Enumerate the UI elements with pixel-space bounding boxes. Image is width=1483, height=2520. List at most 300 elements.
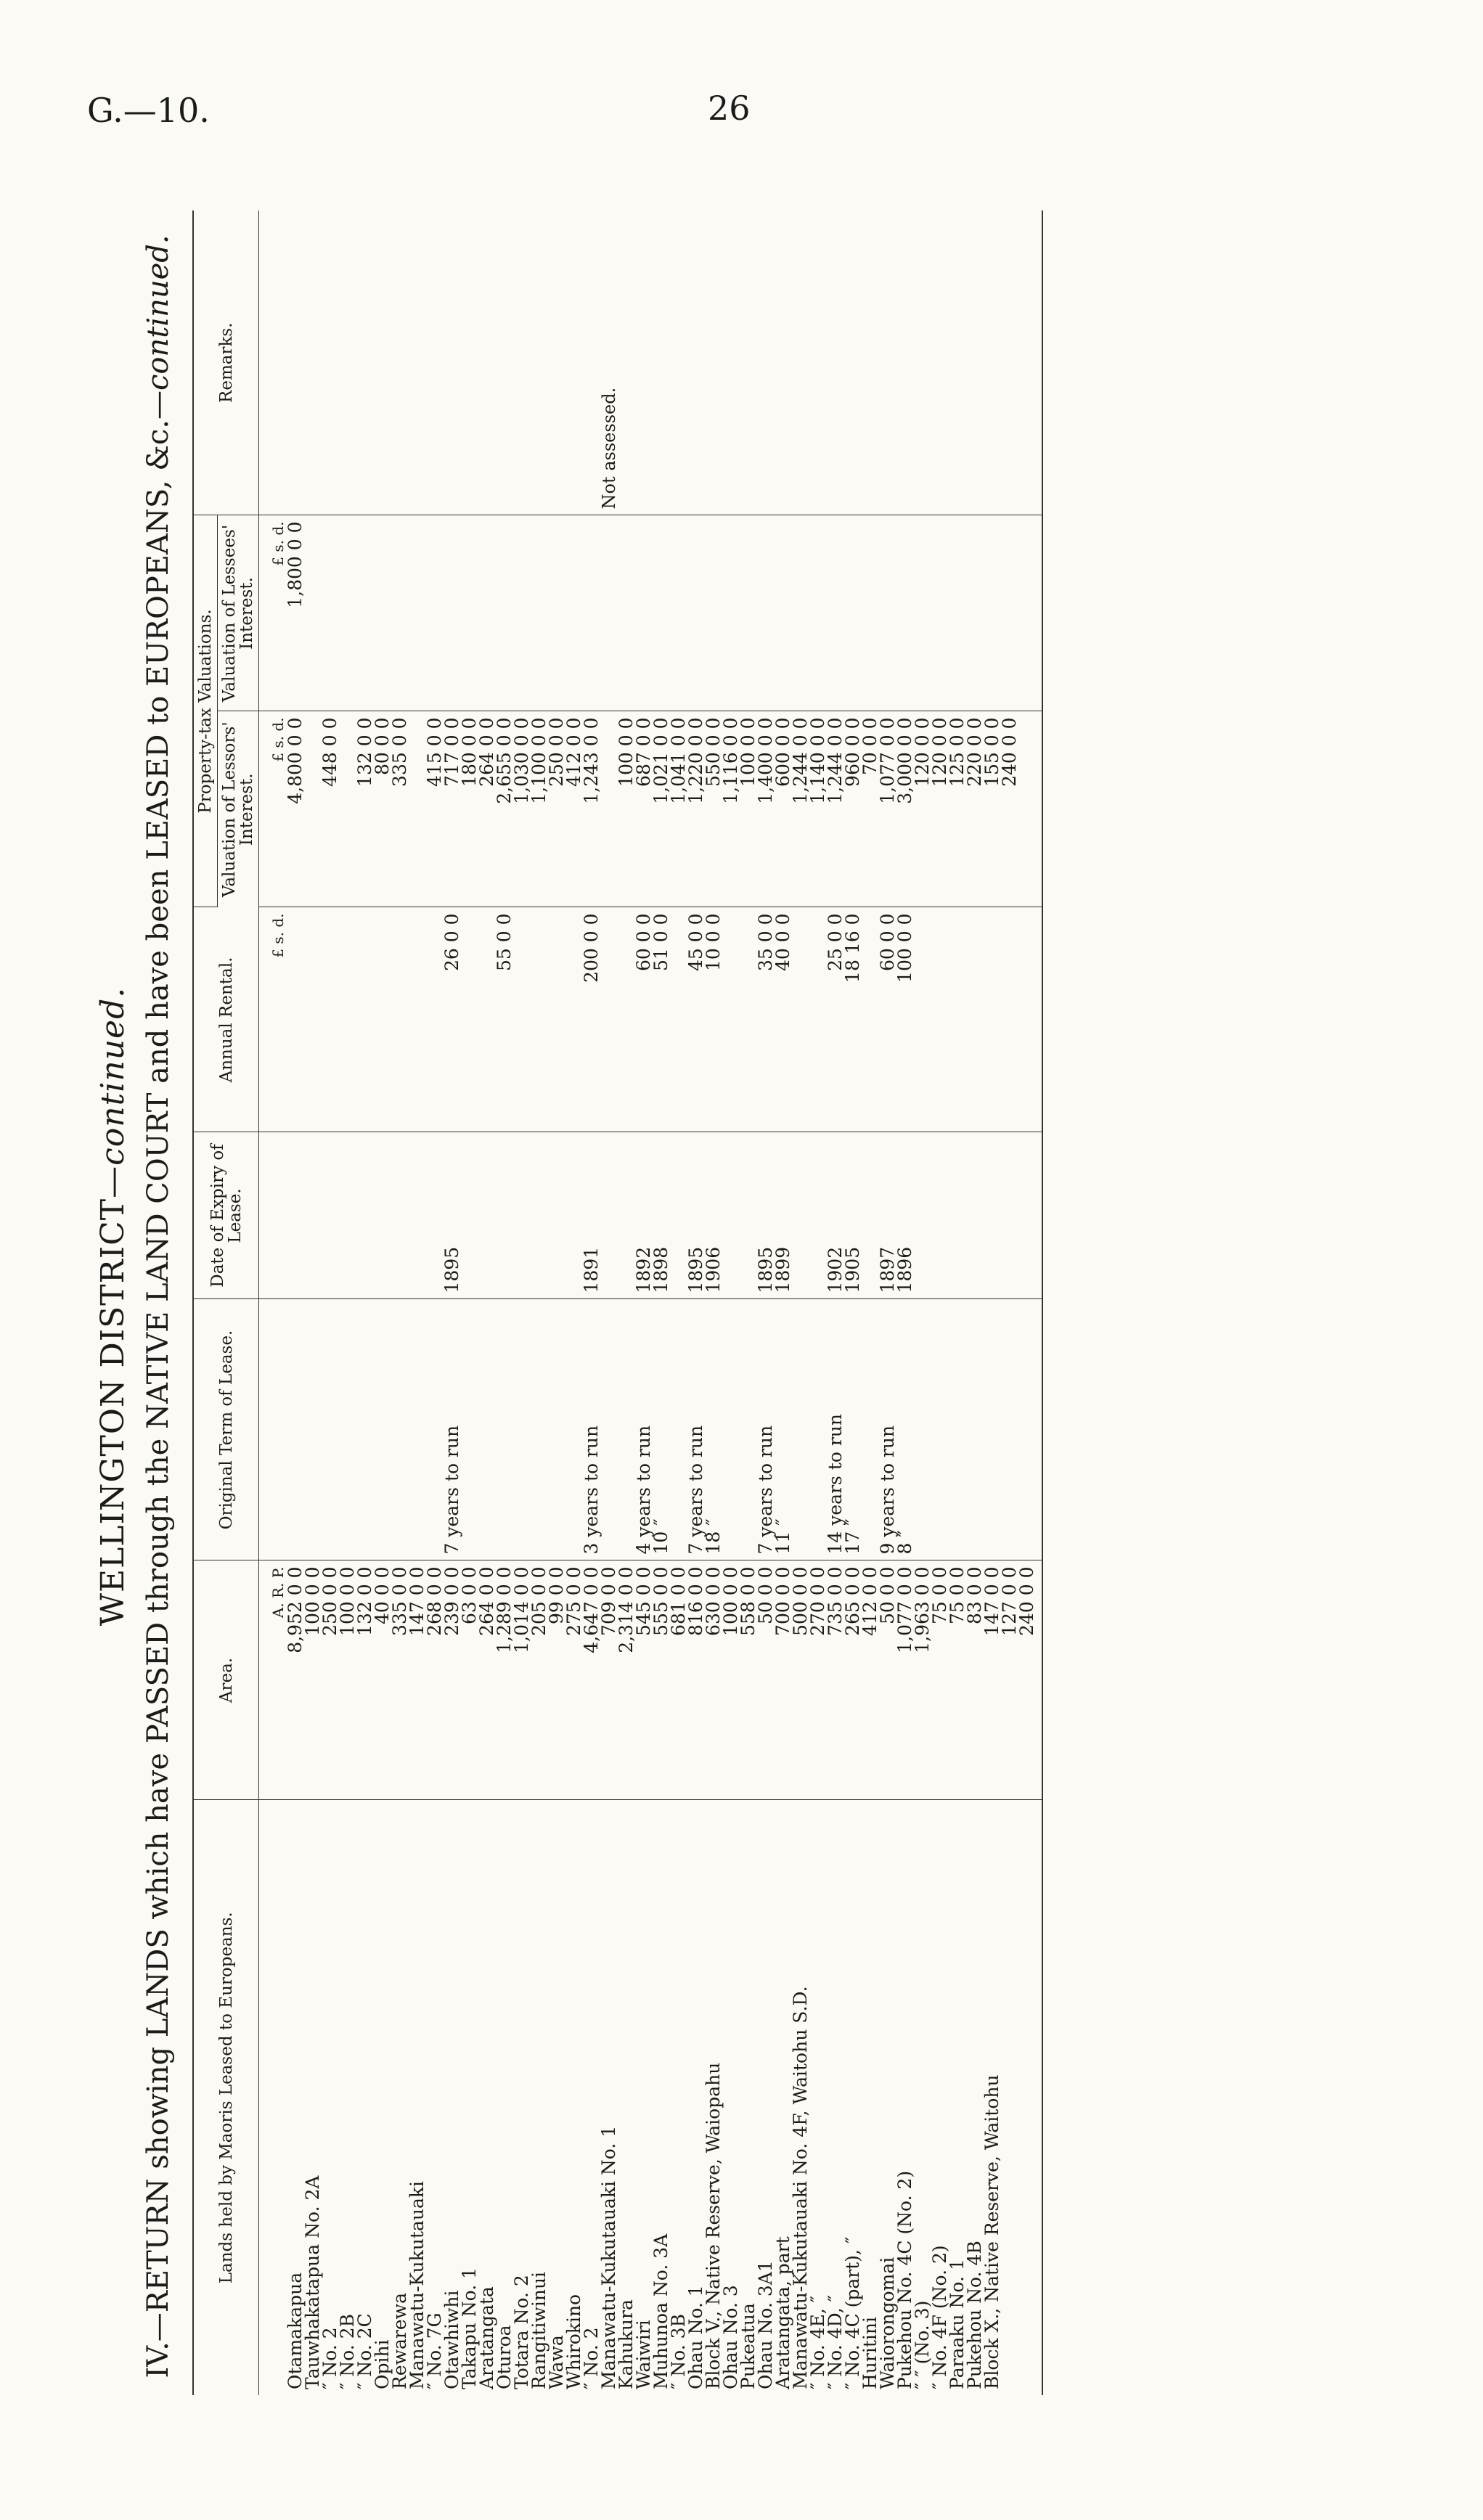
table-row [879, 210, 896, 2395]
cell-lessees-valuation [1001, 515, 1018, 711]
cell-term: 18 ″ [705, 1299, 722, 1560]
cell-rental [984, 907, 1001, 1132]
cell-land-name: ″ No. 2 [319, 2327, 340, 2389]
cell-remarks [635, 210, 653, 515]
cell-remarks [548, 210, 565, 515]
table-row [531, 210, 548, 2395]
cell-area: 335 0 0 [391, 1560, 409, 1800]
cell-remarks [862, 210, 879, 515]
cell-lessors-valuation: 132 0 0 [356, 711, 374, 907]
table-row [339, 210, 356, 2395]
cell-term: 7 years to run [687, 1299, 705, 1560]
cell-lessors-valuation: 717 0 0 [444, 711, 461, 907]
cell-lessors-valuation: 1,030 0 0 [513, 711, 531, 907]
cell-lessees-valuation [949, 515, 966, 711]
cell-lessors-valuation: 412 0 0 [565, 711, 583, 907]
col-header-rental: Annual Rental. [193, 907, 259, 1132]
leases-table [192, 210, 1043, 2395]
cell-lessees-valuation [322, 515, 339, 711]
cell-lessors-valuation: 70 0 0 [862, 711, 879, 907]
cell-expiry [391, 1132, 409, 1299]
cell-term: 7 years to run [757, 1299, 775, 1560]
cell-remarks [583, 210, 600, 515]
table-row [809, 210, 827, 2395]
col-header-term: Original Term of Lease. [193, 1299, 259, 1560]
cell-area: 40 0 0 [374, 1560, 391, 1800]
cell-land-name: Paraaku No. 1 [947, 2259, 968, 2389]
units-area: A. R. P. [259, 1560, 287, 1800]
cell-rental: 18 16 0 [844, 907, 862, 1132]
cell-term [478, 1299, 496, 1560]
cell-lessees-valuation [827, 515, 844, 711]
cell-remarks [513, 210, 531, 515]
cell-lessees-valuation [775, 515, 792, 711]
cell-area: 412 0 0 [862, 1560, 879, 1800]
cell-rental: 51 0 0 [653, 907, 670, 1132]
cell-land-name: Ohau No. 1 [685, 2285, 706, 2389]
cell-expiry [722, 1132, 740, 1299]
table-row [757, 210, 775, 2395]
cell-land-name: Manawatu-Kukutauaki No. 1 [598, 2125, 619, 2389]
cell-land-name: Kahukura [616, 2299, 637, 2389]
units-row [259, 210, 287, 2395]
cell-lessees-valuation [896, 515, 914, 711]
cell-rental [914, 907, 931, 1132]
cell-area: 50 0 0 [757, 1560, 775, 1800]
table-row [827, 210, 844, 2395]
cell-lessees-valuation [653, 515, 670, 711]
cell-land-name: ″ No. 2C [354, 2313, 375, 2389]
cell-lessees-valuation: 1,800 0 0 [287, 515, 304, 711]
cell-term: 8 ″ [896, 1299, 914, 1560]
page-number: 26 [708, 89, 751, 128]
cell-lessees-valuation [844, 515, 862, 711]
cell-lessors-valuation: 1,041 0 0 [670, 711, 687, 907]
cell-rental [322, 907, 339, 1132]
table-row [600, 210, 618, 2395]
cell-area: 1,289 0 0 [496, 1560, 513, 1800]
cell-expiry [548, 1132, 565, 1299]
cell-rental [409, 907, 426, 1132]
cell-land-name: Aratangata [476, 2286, 497, 2389]
cell-remarks [653, 210, 670, 515]
cell-remarks [426, 210, 444, 515]
cell-lessors-valuation: 240 0 0 [1001, 711, 1018, 907]
cell-remarks [356, 210, 374, 515]
cell-term [949, 1299, 966, 1560]
cell-area: 1,014 0 0 [513, 1560, 531, 1800]
units-expiry [259, 1132, 287, 1299]
cell-term [1001, 1299, 1018, 1560]
cell-remarks [949, 210, 966, 515]
cell-lessees-valuation [461, 515, 478, 711]
cell-land-name: Pukeatua [738, 2303, 759, 2389]
cell-area: 8,952 0 0 [287, 1560, 304, 1800]
cell-land-name: ″ No. 4F (No. 2) [929, 2245, 950, 2389]
cell-rental [792, 907, 809, 1132]
table-row [356, 210, 374, 2395]
cell-area: 275 0 0 [565, 1560, 583, 1800]
cell-lessors-valuation: 448 0 0 [322, 711, 339, 907]
cell-lessors-valuation: 3,000 0 0 [896, 711, 914, 907]
cell-lessees-valuation [548, 515, 565, 711]
cell-area: 75 0 0 [949, 1560, 966, 1800]
cell-lessees-valuation [914, 515, 931, 711]
cell-lessees-valuation [670, 515, 687, 711]
cell-lessees-valuation [740, 515, 757, 711]
cell-term [966, 1299, 984, 1560]
cell-lessors-valuation: 1,400 0 0 [757, 711, 775, 907]
cell-rental [1018, 907, 1042, 1132]
cell-area: 100 0 0 [304, 1560, 322, 1800]
cell-land-name: Oturoa [494, 2325, 515, 2389]
cell-land-name: ″ No. 2 [581, 2327, 602, 2389]
cell-remarks [722, 210, 740, 515]
cell-expiry [496, 1132, 513, 1299]
cell-expiry [374, 1132, 391, 1299]
cell-area: 709 0 0 [600, 1560, 618, 1800]
cell-lessees-valuation [339, 515, 356, 711]
district-title-suffix: continued. [94, 986, 131, 1166]
cell-land-name: Muhunoa No. 3A [650, 2233, 671, 2389]
cell-land-name [1018, 1800, 1042, 2395]
cell-land-name: Pukehou No. 4B [964, 2241, 985, 2389]
cell-area: 250 0 0 [322, 1560, 339, 1800]
cell-lessees-valuation [531, 515, 548, 711]
cell-rental: 35 0 0 [757, 907, 775, 1132]
cell-lessors-valuation: 1,244 0 0 [827, 711, 844, 907]
table-row [984, 210, 1001, 2395]
col-header-remarks: Remarks. [193, 210, 259, 515]
cell-expiry: 1892 [635, 1132, 653, 1299]
cell-area: 205 0 0 [531, 1560, 548, 1800]
cell-rental [1001, 907, 1018, 1132]
cell-term [984, 1299, 1001, 1560]
cell-area: 1,077 0 0 [896, 1560, 914, 1800]
rotated-page-content [0, 145, 1321, 2468]
table-row [478, 210, 496, 2395]
table-row [653, 210, 670, 2395]
cell-lessees-valuation [687, 515, 705, 711]
cell-remarks: Not assessed. [600, 210, 618, 515]
units-lands [259, 1800, 287, 2395]
units-rental: £ s. d. [259, 907, 287, 1132]
cell-term [496, 1299, 513, 1560]
table-row [287, 210, 304, 2395]
cell-rental [339, 907, 356, 1132]
cell-lessees-valuation [565, 515, 583, 711]
cell-land-name: Totara No. 2 [511, 2275, 532, 2389]
cell-area: 270 0 0 [809, 1560, 827, 1800]
district-title [94, 145, 131, 2468]
cell-expiry: 1899 [775, 1132, 792, 1299]
cell-remarks [409, 210, 426, 515]
cell-rental [513, 907, 531, 1132]
cell-lessors-valuation: 1,243 0 0 [583, 711, 600, 907]
cell-expiry: 1896 [896, 1132, 914, 1299]
cell-expiry: 1895 [687, 1132, 705, 1299]
units-lessors: £ s. d. [259, 711, 287, 907]
cell-remarks [914, 210, 931, 515]
cell-lessors-valuation: 1,244 0 0 [792, 711, 809, 907]
cell-lessees-valuation [722, 515, 740, 711]
cell-lessors-valuation: 120 0 0 [931, 711, 949, 907]
cell-term [600, 1299, 618, 1560]
cell-lessors-valuation: 415 0 0 [426, 711, 444, 907]
cell-lessees-valuation [931, 515, 949, 711]
units-lessees: £ s. d. [259, 515, 287, 711]
cell-rental [461, 907, 478, 1132]
cell-land-name: Pukehou No. 4C (No. 2) [894, 2170, 915, 2389]
cell-term [409, 1299, 426, 1560]
cell-rental: 100 0 0 [896, 907, 914, 1132]
cell-area: 147 0 0 [984, 1560, 1001, 1800]
cell-remarks [339, 210, 356, 515]
page-code: G.—10. [87, 91, 210, 130]
cell-area: 735 0 0 [827, 1560, 844, 1800]
table-row [444, 210, 461, 2395]
cell-area: 545 0 0 [635, 1560, 653, 1800]
col-header-expiry: Date of Expiry of Lease. [193, 1132, 259, 1299]
table-row [966, 210, 984, 2395]
cell-lessees-valuation [374, 515, 391, 711]
cell-lessors-valuation: 1,021 0 0 [653, 711, 670, 907]
cell-term [722, 1299, 740, 1560]
cell-remarks [531, 210, 548, 515]
cell-expiry [531, 1132, 548, 1299]
cell-remarks [827, 210, 844, 515]
cell-lessors-valuation: 180 0 0 [461, 711, 478, 907]
cell-land-name: ″ ″ (No. 3) [912, 2300, 933, 2389]
table-row [896, 210, 914, 2395]
cell-land-name: ″ No. 4E, ″ [807, 2295, 828, 2389]
table-row [722, 210, 740, 2395]
cell-remarks [740, 210, 757, 515]
cell-expiry: 1891 [583, 1132, 600, 1299]
table-row [931, 210, 949, 2395]
cell-rental [966, 907, 984, 1132]
cell-remarks [391, 210, 409, 515]
cell-lessors-valuation: 960 0 0 [844, 711, 862, 907]
table-row [949, 210, 966, 2395]
district-title-main: WELLINGTON DISTRICT— [94, 1165, 131, 1627]
cell-term [461, 1299, 478, 1560]
cell-area: 264 0 0 [478, 1560, 496, 1800]
cell-rental: 60 0 0 [879, 907, 896, 1132]
cell-expiry [931, 1132, 949, 1299]
cell-lessors-valuation: 264 0 0 [478, 711, 496, 907]
cell-lessees-valuation [513, 515, 531, 711]
cell-area: 99 0 0 [548, 1560, 565, 1800]
cell-rental: 40 0 0 [775, 907, 792, 1132]
cell-remarks [461, 210, 478, 515]
cell-land-name [1001, 1800, 1018, 2395]
cell-remarks [966, 210, 984, 515]
cell-lessees-valuation [984, 515, 1001, 711]
cell-lessors-valuation: 155 0 0 [984, 711, 1001, 907]
col-header-area: Area. [193, 1560, 259, 1800]
cell-land-name: ″ No. 7G [424, 2312, 445, 2389]
cell-expiry [600, 1132, 618, 1299]
table-row [513, 210, 531, 2395]
return-title-suffix: continued. [142, 234, 175, 391]
cell-term [914, 1299, 931, 1560]
cell-term [374, 1299, 391, 1560]
cell-rental [931, 907, 949, 1132]
cell-land-name: ″ No. 2B [337, 2314, 358, 2389]
cell-area: 700 0 0 [775, 1560, 792, 1800]
cell-remarks [618, 210, 635, 515]
cell-remarks [670, 210, 687, 515]
cell-rental [304, 907, 322, 1132]
cell-expiry [966, 1132, 984, 1299]
cell-term [931, 1299, 949, 1560]
cell-rental: 60 0 0 [635, 907, 653, 1132]
cell-lessors-valuation: 687 0 0 [635, 711, 653, 907]
cell-lessees-valuation [356, 515, 374, 711]
cell-land-name: Aratangata, part [772, 2236, 793, 2389]
cell-term [322, 1299, 339, 1560]
cell-lessors-valuation: 4,800 0 0 [287, 711, 304, 907]
cell-term: 4 years to run [635, 1299, 653, 1560]
cell-lessees-valuation [862, 515, 879, 711]
cell-lessors-valuation: 250 0 0 [548, 711, 565, 907]
cell-remarks [374, 210, 391, 515]
table-row [635, 210, 653, 2395]
cell-term [1018, 1299, 1042, 1560]
cell-land-name: Otamakapua [285, 2272, 306, 2389]
cell-remarks [304, 210, 322, 515]
table-row [844, 210, 862, 2395]
cell-lessors-valuation: 1,077 0 0 [879, 711, 896, 907]
cell-expiry [1018, 1132, 1042, 1299]
cell-area: 1,963 0 0 [914, 1560, 931, 1800]
cell-expiry [984, 1132, 1001, 1299]
cell-remarks [1001, 210, 1018, 515]
cell-lessees-valuation [618, 515, 635, 711]
table-body [259, 210, 1043, 2395]
cell-remarks [687, 210, 705, 515]
cell-lessors-valuation: 125 0 0 [949, 711, 966, 907]
cell-lessors-valuation: 1,116 0 0 [722, 711, 740, 907]
cell-expiry [792, 1132, 809, 1299]
cell-lessors-valuation: 2,655 0 0 [496, 711, 513, 907]
cell-land-name: ″ No. 4D, ″ [825, 2295, 846, 2389]
cell-land-name: Block X., Native Reserve, Waitohu [981, 2074, 1002, 2389]
cell-area: 239 0 0 [444, 1560, 461, 1800]
cell-expiry [322, 1132, 339, 1299]
cell-area: 816 0 0 [687, 1560, 705, 1800]
cell-area: 127 0 0 [1001, 1560, 1018, 1800]
cell-remarks [322, 210, 339, 515]
cell-lessees-valuation [391, 515, 409, 711]
cell-term: 9 years to run [879, 1299, 896, 1560]
cell-expiry [339, 1132, 356, 1299]
cell-expiry [1001, 1132, 1018, 1299]
cell-term: 14 years to run [827, 1299, 844, 1560]
cell-rental [548, 907, 565, 1132]
cell-lessees-valuation [409, 515, 426, 711]
cell-term: 11 ″ [775, 1299, 792, 1560]
cell-remarks [931, 210, 949, 515]
cell-expiry [513, 1132, 531, 1299]
cell-land-name: Block V., Native Reserve, Waiopahu [703, 2062, 724, 2389]
cell-lessors-valuation: 220 0 0 [966, 711, 984, 907]
cell-lessees-valuation [600, 515, 618, 711]
cell-area: 147 0 0 [409, 1560, 426, 1800]
cell-expiry [949, 1132, 966, 1299]
cell-lessees-valuation [478, 515, 496, 711]
table-row [322, 210, 339, 2395]
cell-lessees-valuation [444, 515, 461, 711]
cell-expiry: 1898 [653, 1132, 670, 1299]
cell-land-name: Waiwiri [633, 2320, 654, 2389]
cell-area: 132 0 0 [356, 1560, 374, 1800]
cell-lessors-valuation: 1,220 0 0 [687, 711, 705, 907]
return-title-main: IV.—RETURN showing LANDS which have PASSED through the NATIVE LAND COURT and have been LEASED to EUROPEANS, &c.— [142, 390, 175, 2378]
table-row [304, 210, 322, 2395]
cell-lessees-valuation [966, 515, 984, 711]
cell-expiry: 1895 [757, 1132, 775, 1299]
cell-remarks [757, 210, 775, 515]
cell-land-name: ″ No. 4C (part), ″ [842, 2236, 863, 2389]
cell-remarks [478, 210, 496, 515]
table-row [705, 210, 722, 2395]
table-row [670, 210, 687, 2395]
cell-area: 500 0 0 [792, 1560, 809, 1800]
cell-lessors-valuation: 335 0 0 [391, 711, 409, 907]
cell-lessors-valuation: 1,100 0 0 [531, 711, 548, 907]
cell-expiry [287, 1132, 304, 1299]
table-row [426, 210, 444, 2395]
cell-area: 63 0 0 [461, 1560, 478, 1800]
table-row [391, 210, 409, 2395]
cell-land-name: ″ No. 3B [668, 2314, 689, 2389]
table-row [583, 210, 600, 2395]
cell-rental [531, 907, 548, 1132]
cell-rental: 55 0 0 [496, 907, 513, 1132]
cell-remarks [984, 210, 1001, 515]
table-row [618, 210, 635, 2395]
cell-lessees-valuation [304, 515, 322, 711]
table-row [740, 210, 757, 2395]
cell-term: 10 ″ [653, 1299, 670, 1560]
cell-area: 2,314 0 0 [618, 1560, 635, 1800]
cell-rental: 10 0 0 [705, 907, 722, 1132]
cell-area: 681 0 0 [670, 1560, 687, 1800]
cell-lessees-valuation [879, 515, 896, 711]
cell-land-name: Ohau No. 3 [720, 2285, 741, 2389]
units-remarks [259, 210, 287, 515]
cell-area: 50 0 0 [879, 1560, 896, 1800]
cell-lessors-valuation: 80 0 0 [374, 711, 391, 907]
cell-rental [391, 907, 409, 1132]
cell-land-name: Whirokino [563, 2294, 584, 2389]
cell-rental [356, 907, 374, 1132]
cell-area: 100 0 0 [722, 1560, 740, 1800]
col-header-lessees: Valuation of Lessees' Interest. [218, 515, 259, 711]
table-row [409, 210, 426, 2395]
units-term [259, 1299, 287, 1560]
cell-term [304, 1299, 322, 1560]
cell-term [287, 1299, 304, 1560]
cell-lessees-valuation [809, 515, 827, 711]
cell-lessors-valuation: 1,140 0 0 [809, 711, 827, 907]
cell-rental: 25 0 0 [827, 907, 844, 1132]
cell-remarks [444, 210, 461, 515]
cell-rental [374, 907, 391, 1132]
cell-expiry: 1895 [444, 1132, 461, 1299]
